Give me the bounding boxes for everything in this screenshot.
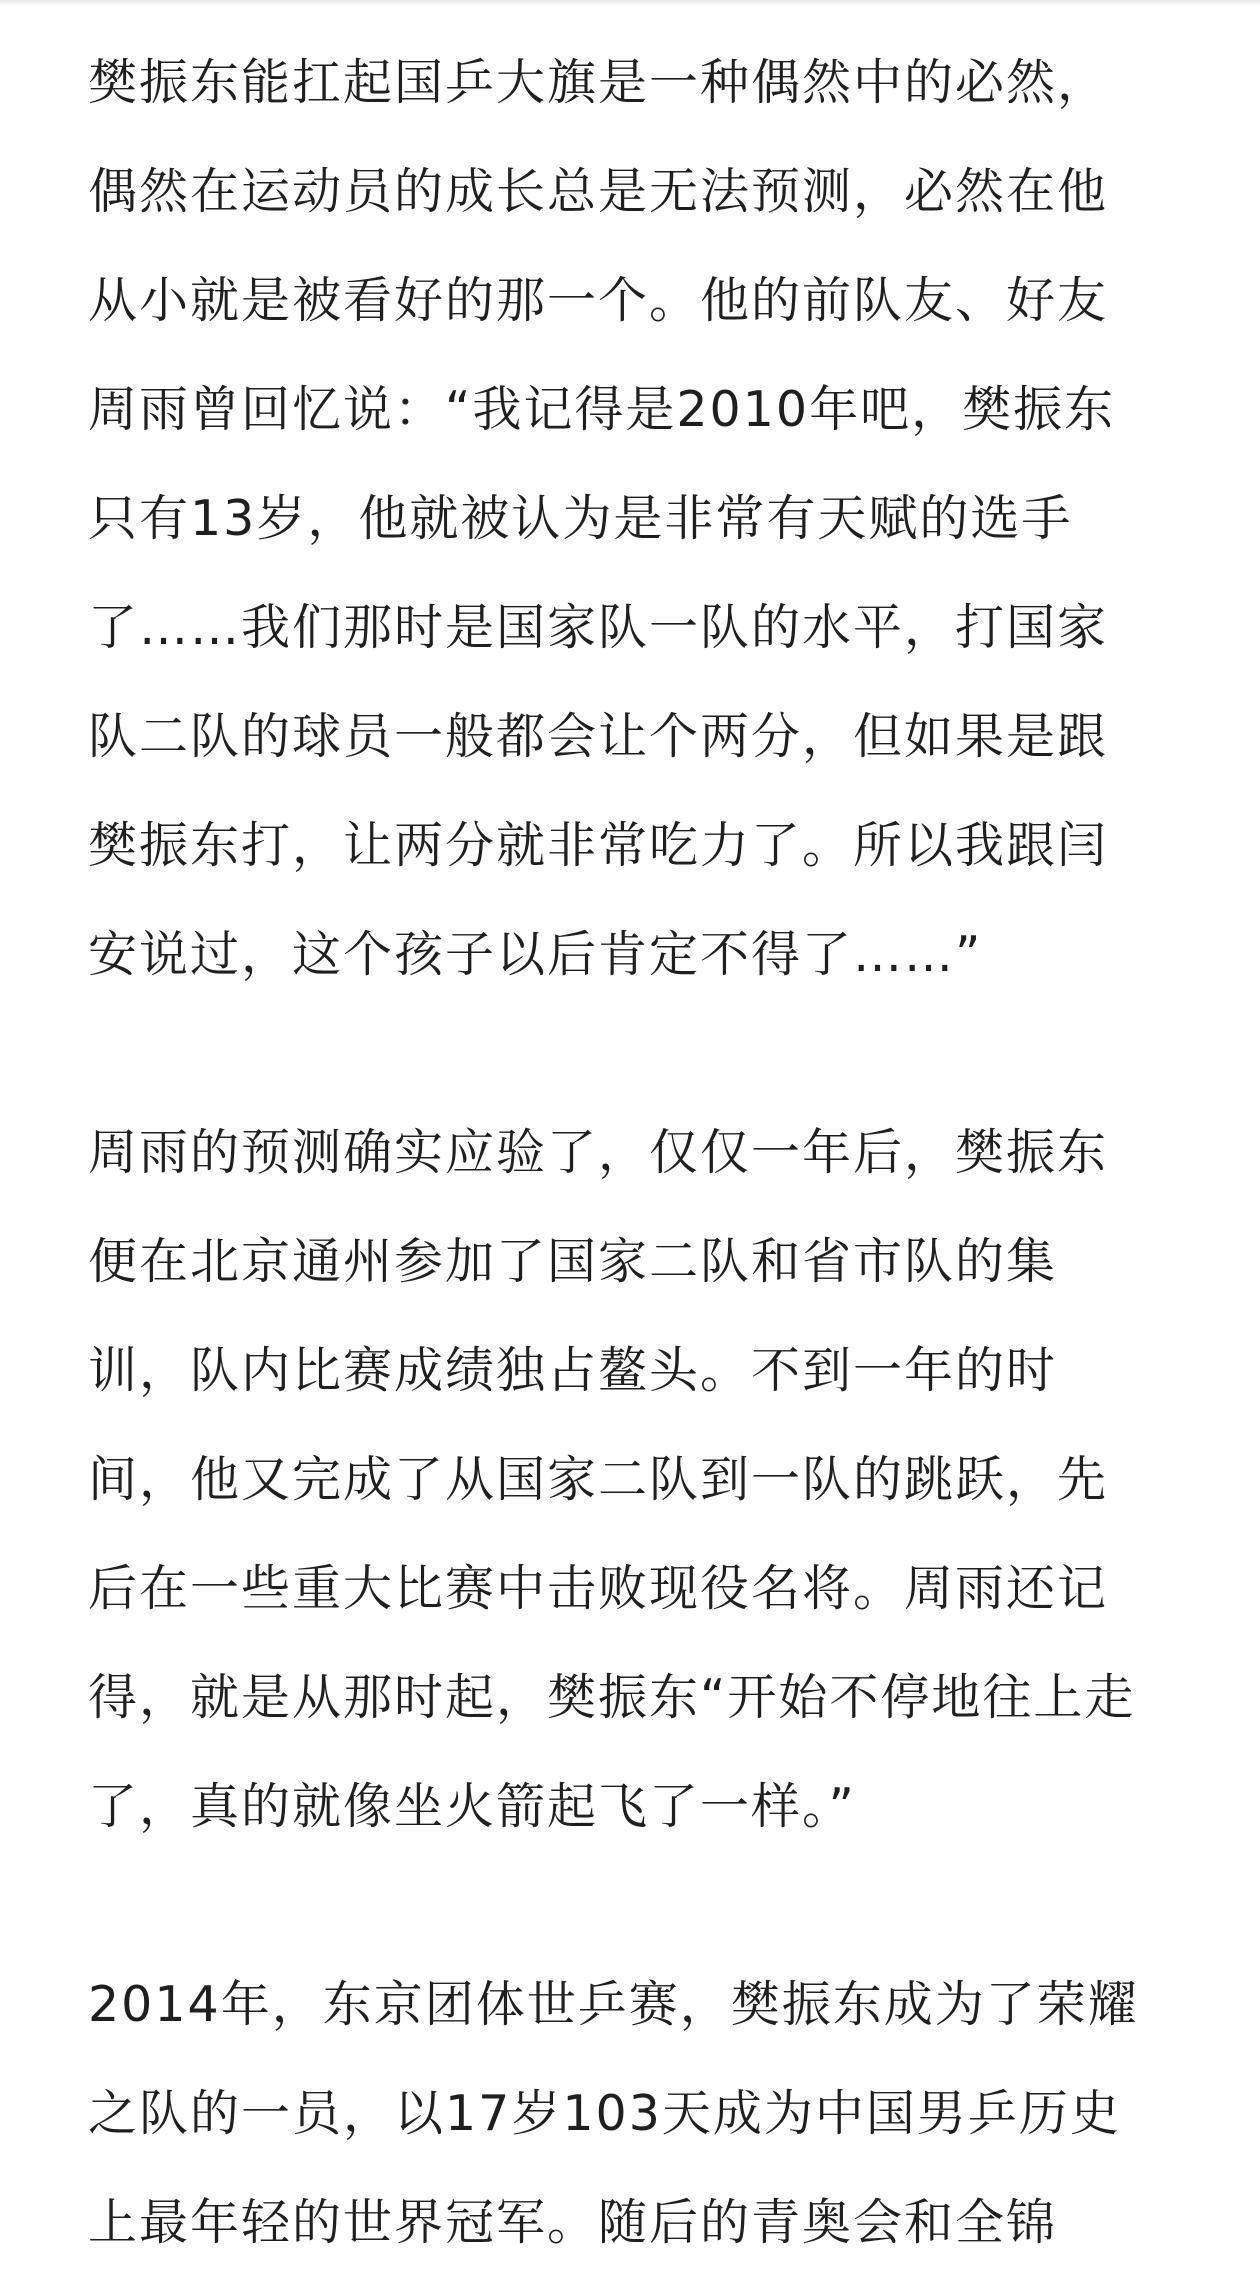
text-line: 后在一些重大比赛中击败现役名将。周雨还记 bbox=[88, 1560, 1109, 1617]
text-line: 得，就是从那时起，樊振东“开始不停地往上走 bbox=[88, 1669, 1136, 1726]
text-line: 只有13岁，他就被认为是非常有天赋的选手 bbox=[88, 490, 1073, 547]
paragraph-gap bbox=[88, 1009, 1178, 1098]
text-line: 安说过，这个孩子以后肯定不得了……” bbox=[88, 926, 983, 983]
text-line: 了，真的就像坐火箭起飞了一样。” bbox=[88, 1778, 856, 1835]
paragraph-2 bbox=[88, 1098, 1178, 1861]
article-body bbox=[88, 28, 1178, 2277]
text-line: 之队的一员，以17岁103天成为中国男乒历史 bbox=[88, 2085, 1121, 2142]
text-line: 上最年轻的世界冠军。随后的青奥会和全锦 bbox=[88, 2194, 1058, 2251]
text-line: 训，队内比赛成绩独占鳌头。不到一年的时 bbox=[88, 1342, 1058, 1399]
text-line: 便在北京通州参加了国家二队和省市队的集 bbox=[88, 1233, 1058, 1290]
paragraph-3 bbox=[88, 1950, 1178, 2277]
text-line: 间，他又完成了从国家二队到一队的跳跃，先 bbox=[88, 1451, 1109, 1508]
text-line: 2014年，东京团体世乒赛，樊振东成为了荣耀 bbox=[88, 1976, 1139, 2033]
text-line: 周雨的预测确实应验了，仅仅一年后，樊振东 bbox=[88, 1124, 1109, 1181]
text-line: 了……我们那时是国家队一队的水平，打国家 bbox=[88, 599, 1109, 656]
text-line: 周雨曾回忆说：“我记得是2010年吧，樊振东 bbox=[88, 381, 1116, 438]
text-line: 樊振东打，让两分就非常吃力了。所以我跟闫 bbox=[88, 817, 1109, 874]
text-line: 偶然在运动员的成长总是无法预测，必然在他 bbox=[88, 163, 1109, 220]
paragraph-1 bbox=[88, 28, 1178, 1009]
text-line: 从小就是被看好的那一个。他的前队友、好友 bbox=[88, 272, 1109, 329]
paragraph-gap bbox=[88, 1861, 1178, 1950]
text-line: 队二队的球员一般都会让个两分，但如果是跟 bbox=[88, 708, 1109, 765]
text-line: 樊振东能扛起国乒大旗是一种偶然中的必然， bbox=[88, 54, 1109, 111]
top-edge-shadow bbox=[0, 0, 1260, 6]
